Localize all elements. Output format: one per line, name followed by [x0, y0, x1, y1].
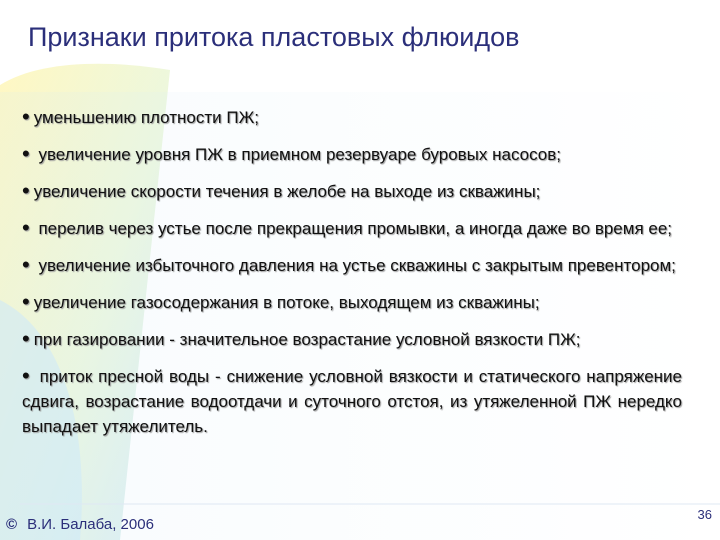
bullet-icon: • — [22, 104, 30, 129]
list-item — [22, 363, 682, 439]
bullet-list — [22, 104, 682, 450]
bullet-icon: • — [22, 252, 30, 277]
list-item-text: приток пресной воды - снижение условной вязкости и статического напряжение сдвига, возрастание водоотдачи и суточного отстоя, из утяжеленной ПЖ нередко выпадает утяжелитель. — [22, 367, 682, 436]
footer-author — [6, 516, 154, 533]
bullet-icon: • — [22, 289, 30, 314]
bullet-icon: • — [22, 178, 30, 203]
list-item — [22, 252, 682, 278]
list-item — [22, 104, 682, 130]
slide-title: Признаки притока пластовых флюидов — [28, 22, 520, 52]
bullet-icon: • — [22, 215, 30, 240]
list-item-text: увеличение избыточного давления на устье скважины с закрытым превентором; — [38, 256, 676, 275]
bullet-icon: • — [22, 141, 30, 166]
bullet-icon: • — [22, 363, 30, 388]
list-item-text: уменьшению плотности ПЖ; — [33, 108, 260, 127]
list-item-text: при газировании - значительное возрастание условной вязкости ПЖ; — [33, 330, 581, 349]
list-item — [22, 141, 682, 167]
list-item — [22, 178, 682, 204]
list-item-text: перелив через устье после прекращения промывки, а иногда даже во время ее; — [38, 219, 673, 238]
author-text: В.И. Балаба, 2006 — [27, 516, 154, 533]
list-item — [22, 326, 682, 352]
copyright-icon: © — [6, 516, 18, 533]
list-item-text: увеличение скорости течения в желобе на выходе из скважины; — [33, 182, 541, 201]
list-item-text: увеличение уровня ПЖ в приемном резервуаре буровых насосов; — [38, 145, 562, 164]
bullet-icon: • — [22, 326, 30, 351]
list-item — [22, 289, 682, 315]
list-item — [22, 215, 682, 241]
page-number: 36 — [697, 507, 712, 522]
list-item-text: увеличение газосодержания в потоке, выходящем из скважины; — [33, 293, 540, 312]
